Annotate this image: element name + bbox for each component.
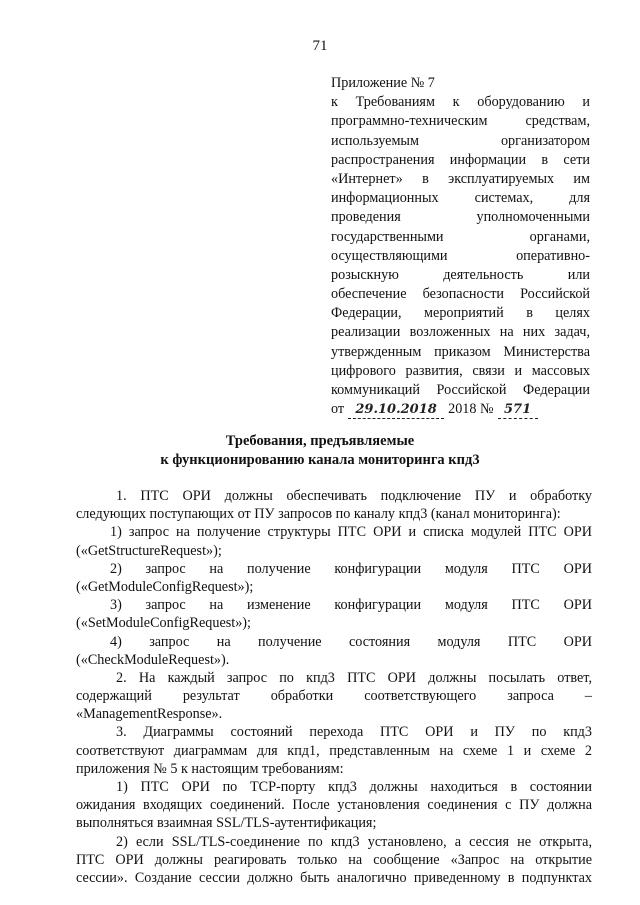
- appendix-line: осуществляющими оперативно-: [331, 247, 590, 264]
- paragraph-3: 3. Диаграммы состояний перехода ПТС ОРИ и ПУ по кпд3: [116, 724, 592, 741]
- sub-item-2: сессии». Создание сессии должно быть аналогично приведенному в подпунктах: [76, 869, 592, 886]
- appendix-line: коммуникаций Российской Федерации: [331, 382, 590, 398]
- appendix-line: Федерации, мероприятий в целях: [331, 305, 590, 322]
- title-line-2: к функционированию канала мониторинга кпд3: [160, 452, 480, 468]
- paragraph-2: «ManagementResponse».: [76, 706, 223, 723]
- appendix-line: проведения уполномоченными: [331, 209, 590, 226]
- order-year: 2018 №: [448, 401, 494, 418]
- order-date-line: [331, 400, 590, 419]
- paragraph-2: содержащий результат обработки соответствующего запроса –: [76, 688, 592, 705]
- appendix-line: реализации возложенных на них задач,: [331, 324, 590, 341]
- handwritten-order-date: 29.10.2018: [348, 402, 444, 419]
- list-item-2: 2) запрос на получение конфигурации модуля ПТС ОРИ: [110, 560, 592, 577]
- appendix-line: распространения информации в сети: [331, 151, 590, 168]
- list-item-2: («GetModuleConfigRequest»);: [76, 578, 254, 595]
- list-item-1: 1) запрос на получение структуры ПТС ОРИ и списка модулей ПТС ОРИ: [110, 524, 592, 541]
- paragraph-2: 2. На каждый запрос по кпд3 ПТС ОРИ должны посылать ответ,: [116, 669, 592, 686]
- sub-item-2: 2) если SSL/TLS-соединение по кпд3 установлено, а сессия не открыта,: [116, 833, 592, 850]
- order-prefix: от: [331, 401, 345, 418]
- document-body: [76, 487, 592, 887]
- list-item-4: («CheckModuleRequest»).: [76, 651, 230, 668]
- appendix-line: информационных системах, для: [331, 190, 590, 207]
- page-number: 71: [312, 38, 328, 54]
- handwritten-order-number: 571: [498, 402, 538, 419]
- appendix-line: государственными органами,: [331, 228, 590, 245]
- list-item-3: («SetModuleConfigRequest»);: [76, 615, 251, 632]
- appendix-line: цифрового развития, связи и массовых: [331, 362, 590, 379]
- sub-item-1: ожидания входящих соединений. После установления соединения с ПУ должна: [76, 797, 592, 814]
- appendix-line: Приложение № 7: [331, 75, 435, 91]
- appendix-line: программно-техническим средствам,: [331, 113, 590, 130]
- appendix-line: розыскную деятельность или: [331, 266, 590, 283]
- appendix-line: «Интернет» в эксплуатируемых им: [331, 170, 590, 187]
- appendix-line: утвержденным приказом Министерства: [331, 343, 590, 360]
- appendix-header: [331, 74, 590, 419]
- document-title: [0, 432, 640, 470]
- appendix-line: используемым организатором: [331, 132, 590, 149]
- appendix-line: обеспечение безопасности Российской: [331, 286, 590, 303]
- paragraph-3: приложения № 5 к настоящим требованиям:: [76, 760, 344, 777]
- appendix-line: к Требованиям к оборудованию и: [331, 94, 590, 111]
- paragraph-1: 1. ПТС ОРИ должны обеспечивать подключение ПУ и обработку: [116, 488, 592, 504]
- sub-item-1: выполняться взаимная SSL/TLS-аутентификация;: [76, 815, 377, 832]
- sub-item-2: ПТС ОРИ должны реагировать только на сообщение «Запрос на открытие: [76, 851, 592, 868]
- list-item-4: 4) запрос на получение состояния модуля ПТС ОРИ: [110, 633, 592, 650]
- list-item-3: 3) запрос на изменение конфигурации модуля ПТС ОРИ: [110, 597, 592, 614]
- list-item-1: («GetStructureRequest»);: [76, 542, 222, 559]
- sub-item-1: 1) ПТС ОРИ по TCP-порту кпд3 должны находиться в состоянии: [116, 779, 592, 795]
- paragraph-1: следующих поступающих от ПУ запросов по каналу кпд3 (канал мониторинга):: [76, 506, 561, 523]
- title-line-1: Требования, предъявляемые: [225, 433, 415, 449]
- paragraph-3: соответствуют диаграммам для кпд1, представленным на схеме 1 и схеме 2: [76, 742, 592, 759]
